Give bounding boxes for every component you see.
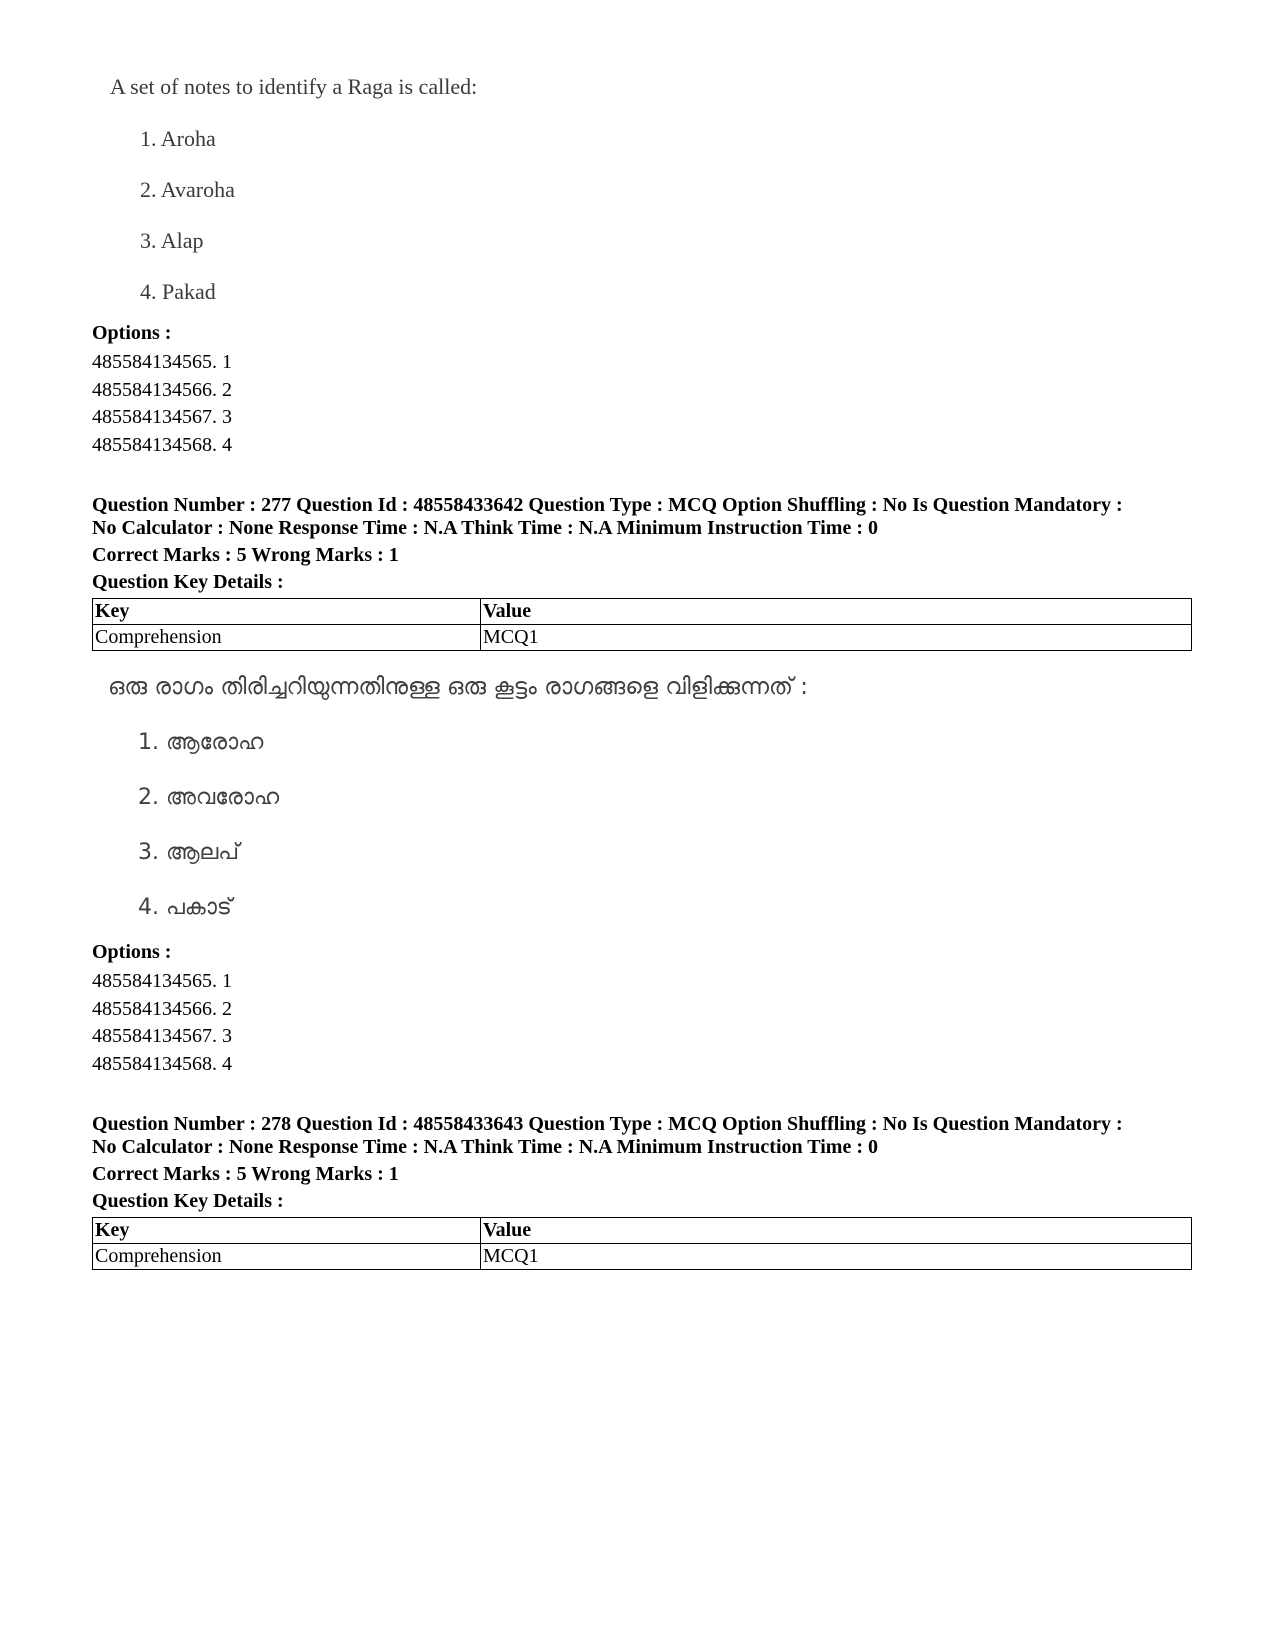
option-item: 485584134568. 4 <box>92 1052 232 1075</box>
question-text: A set of notes to identify a Raga is called: <box>110 74 478 99</box>
options-list <box>92 349 232 459</box>
key-details-label: Question Key Details : <box>92 571 284 593</box>
question-meta-line2: No Calculator : None Response Time : N.A Think Time : N.A Minimum Instruction Time : 0 <box>92 1136 878 1158</box>
options-label: Options : <box>92 941 172 963</box>
question-meta-line2: No Calculator : None Response Time : N.A Think Time : N.A Minimum Instruction Time : 0 <box>92 517 878 539</box>
option-item: 485584134566. 2 <box>92 378 232 401</box>
option-item: 485584134565. 1 <box>92 970 232 992</box>
question-marks: Correct Marks : 5 Wrong Marks : 1 <box>92 1163 399 1185</box>
question-text-malayalam: ഒരു രാഗം തിരിച്ചറിയുന്നതിനുള്ള ഒരു കൂട്ടം രാഗങ്ങളെ വിളിക്കുന്നത് : <box>108 674 809 700</box>
choice-4: 4. പകാട് <box>138 895 232 920</box>
question-marks: Correct Marks : 5 Wrong Marks : 1 <box>92 544 399 566</box>
table-cell-key: Comprehension <box>93 625 481 651</box>
choice-3: 3. ആലപ് <box>138 840 240 865</box>
choice-4: 4. Pakad <box>140 279 216 304</box>
option-item: 485584134567. 3 <box>92 1025 232 1047</box>
table-row <box>93 625 1192 651</box>
option-item: 485584134567. 3 <box>92 406 232 428</box>
choice-3: 3. Alap <box>140 228 204 253</box>
table-header-value: Value <box>481 599 1192 625</box>
option-item: 485584134565. 1 <box>92 351 232 373</box>
choice-2: 2. Avaroha <box>140 177 235 202</box>
option-item: 485584134566. 2 <box>92 997 232 1020</box>
key-details-label: Question Key Details : <box>92 1190 284 1212</box>
choice-2: 2. അവരോഹ <box>138 785 280 810</box>
table-cell-key: Comprehension <box>93 1244 481 1270</box>
question-meta-line1: Question Number : 277 Question Id : 48558433642 Question Type : MCQ Option Shuffling : No Is Question Mandatory : <box>92 494 1123 516</box>
table-row <box>93 1244 1192 1270</box>
choice-1: 1. ആരോഹ <box>138 730 264 755</box>
table-header-key: Key <box>93 1218 481 1244</box>
table-cell-value: MCQ1 <box>481 625 1192 651</box>
options-list <box>92 968 232 1078</box>
options-label: Options : <box>92 322 172 344</box>
question-meta-line1: Question Number : 278 Question Id : 48558433643 Question Type : MCQ Option Shuffling : No Is Question Mandatory : <box>92 1113 1123 1135</box>
choice-1: 1. Aroha <box>140 126 216 151</box>
table-header-value: Value <box>481 1218 1192 1244</box>
table-header-key: Key <box>93 599 481 625</box>
key-details-table <box>92 1217 1192 1270</box>
key-details-table <box>92 598 1192 651</box>
table-cell-value: MCQ1 <box>481 1244 1192 1270</box>
option-item: 485584134568. 4 <box>92 433 232 456</box>
table-header-row <box>93 599 1192 625</box>
table-header-row <box>93 1218 1192 1244</box>
